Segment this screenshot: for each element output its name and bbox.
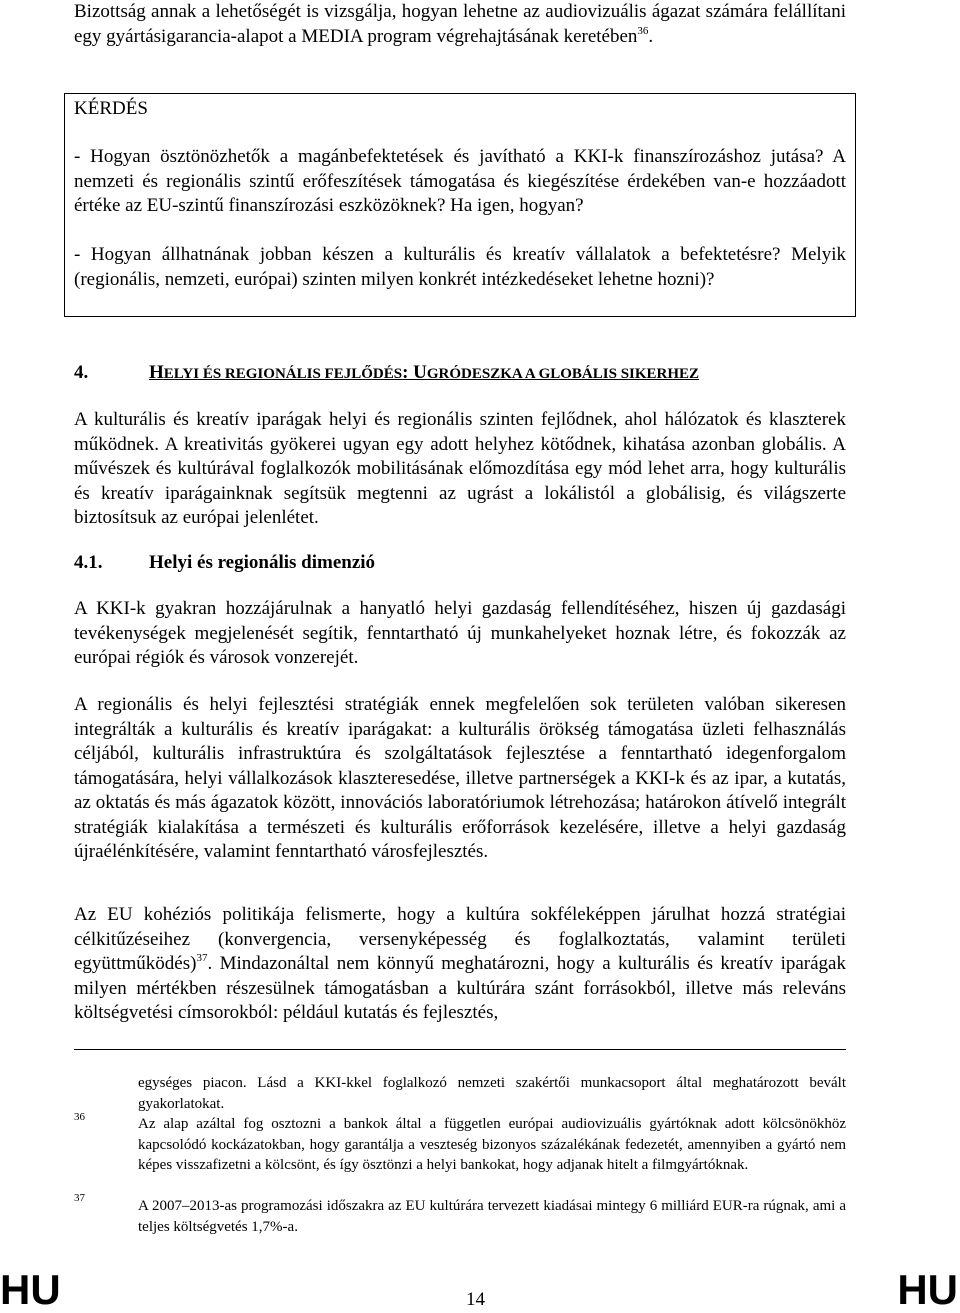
- footnote-continuation: egységes piacon. Lásd a KKI-kkel foglalkozó nemzeti szakértői munkacsoport által meghatározott bevált gyakorlatokat.: [138, 1075, 846, 1112]
- section-4-paragraph: A kulturális és kreatív iparágak helyi és regionális szinten fejlődnek, ahol hálózatok és klaszterek működnek. A kreativitás gyökerei ugyan egy adott helyhez kötődnek, kihatása azonban globális. A művészek és kultúrával foglalkozók mobilitásának előmozdítása egy mód lehet arra, hogy kulturális és kreatív iparágainknak segítsük megtenni az ugrást a lokálistól a globálisig, és világszerte biztosítsuk az európai jelenlétet.: [74, 409, 846, 528]
- intro-paragraph: Bizottság annak a lehetőségét is vizsgálja, hogyan lehetne az audiovizuális ágazat számára felállítani egy gyártásigarancia-alapot a MEDIA program végrehajtásának keretében$^{36}$.: [74, 1, 846, 47]
- section-4-1-paragraph-3: Az EU kohéziós politikája felismerte, hogy a kultúra sokféleképpen járulhat hozzá stratégiai célkitűzéseihez (konvergencia, versenyképesség és foglalkoztatás, valamint területi együttműködés)$^{37}$. Mindazonáltal nem könnyű meghatározni, hogy a kulturális és kreatív iparágak milyen mértékben részesülnek támogatásban a kultúrára szánt forrásokból, illetve más releváns költségvetési címsorokból: például kutatás és fejlesztés,: [74, 904, 846, 1023]
- language-code-left: HU: [0, 1266, 61, 1313]
- page-number: 14: [466, 1289, 485, 1310]
- footnote-number-37: 37: [74, 1192, 85, 1204]
- footnote-37: A 2007–2013-as programozási időszakra az EU kultúrára tervezett kiadásai mintegy 6 milliárd EUR-ra rúgnak, ami a teljes költségvetés 1,7%-a.: [138, 1198, 846, 1235]
- section-4-title: HELYI ÉS REGIONÁLIS FEJLŐDÉS: UGRÓDESZKA A GLOBÁLIS SIKERHEZ: [149, 362, 700, 383]
- footnote-separator: [74, 1049, 846, 1050]
- footnote-ref-37[interactable]: 37: [196, 952, 208, 964]
- question-1: - Hogyan ösztönözhetők a magánbefektetések és javítható a KKI-k finanszírozáshoz jutása? A nemzeti és regionális szintű erőfeszítések támogatása és kiegészítése érdekében van-e hozzáadott értéke az EU-szintű finanszírozási eszközöknek? Ha igen, hogyan?: [74, 146, 846, 216]
- section-4-1-number: 4.1.: [74, 552, 103, 573]
- question-box: [64, 93, 856, 317]
- section-4-1-paragraph-2: A regionális és helyi fejlesztési stratégiák ennek megfelelően sok területen valóban sikeresen integrálták a kulturális és kreatív iparágakat: a kulturális örökség támogatása üzleti felhasználás céljából, kulturális infrastruktúra és szolgáltatások fejlesztése a fenntartható idegenforgalom támogatására, helyi vállalkozások klaszteresedése, illetve partnerségek a KKI-k és az ipar, a kutatás, az oktatás és más ágazatok között, innovációs laboratóriumok létrehozása; határokon átívelő integrált stratégiák kialakítása a természeti és kulturális erőforrások kezelésére, illetve a helyi gazdaság újraélénkítésére, valamint fenntartható városfejlesztés.: [74, 694, 846, 862]
- question-2: - Hogyan állhatnának jobban készen a kulturális és kreatív vállalatok a befektetésre? Melyik (regionális, nemzeti, európai) szinten milyen konkrét intézkedéseket lehetne hozni)?: [74, 244, 846, 290]
- section-4-1-paragraph-1: A KKI-k gyakran hozzájárulnak a hanyatló helyi gazdaság fellendítéséhez, hiszen új gazdasági tevékenységek megjelenését segítik, fenntartható új munkahelyeket hoznak létre, és fokozzák az európai régiók és városok vonzerejét.: [74, 598, 846, 668]
- section-4-1-title: Helyi és regionális dimenzió: [149, 552, 376, 573]
- section-4-number: 4.: [74, 362, 89, 383]
- language-code-right: HU: [897, 1266, 958, 1313]
- question-heading: KÉRDÉS: [74, 98, 148, 119]
- footnote-ref-36[interactable]: 36: [637, 24, 649, 37]
- footnote-36: Az alap azáltal fog osztozni a bankok által a független európai audiovizuális gyártóknak adott kölcsönökhöz kapcsolódó kockázatokban, hogy garantálja a veszteség bizonyos százalékának fedezetét, amennyiben a gyártó nem képes visszafizetni a kölcsönt, és így ösztönzi a helyi bankokat, hogy adjanak hitelt a filmgyártóknak.: [138, 1116, 846, 1174]
- footnote-number-36: 36: [74, 1111, 85, 1123]
